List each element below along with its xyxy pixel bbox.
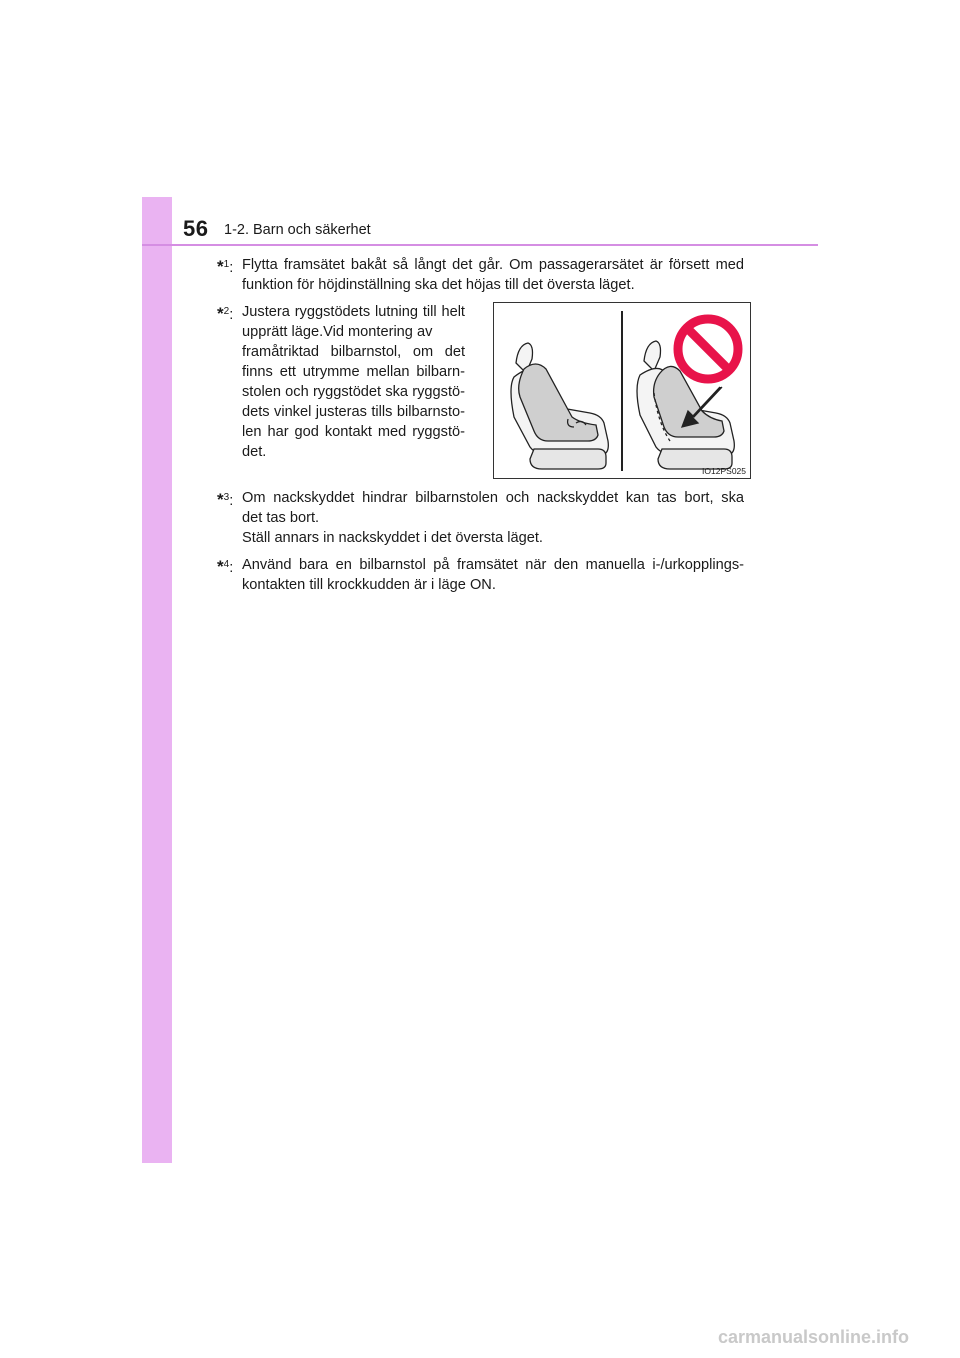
- footnote-1: [217, 255, 744, 295]
- footnote-line: det tas bort.: [242, 510, 320, 526]
- footnote-line: dets vinkel justeras tills bilbarnsto-: [242, 404, 465, 420]
- footnote-line: framåtriktad bilbarnstol, om det: [242, 344, 465, 360]
- footnote-line: Om nackskyddet hindrar bilbarnstolen och nackskyddet kan tas bort, ska: [242, 490, 744, 506]
- prohibition-icon: [678, 319, 738, 379]
- footnote-line: finns ett utrymme mellan bilbarn-: [242, 364, 465, 380]
- footnote-line: upprätt läge.Vid montering av: [242, 324, 433, 340]
- footnote-marker: *$^1$:: [217, 257, 234, 276]
- footnote-line: Flytta framsätet bakåt så långt det går. Om passagerarsätet är försett med: [242, 257, 744, 273]
- seat-drawing: [494, 303, 750, 478]
- child-seat-illustration: [493, 302, 751, 479]
- seat-correct: [511, 343, 608, 469]
- footnote-3: [217, 488, 744, 548]
- footnote-line: len har god kontakt med ryggstö-: [242, 424, 465, 440]
- footnote-line: kontakten till krockkudden är i läge ON.: [242, 577, 496, 593]
- footnote-2: [217, 302, 465, 462]
- footnote-marker: *$^2$:: [217, 304, 234, 323]
- page-number: 56: [183, 216, 209, 241]
- footnote-line: funktion för höjdinställning ska det höjas till det översta läget.: [242, 277, 635, 293]
- chapter-side-band: [142, 197, 172, 1163]
- footnote-4: [217, 555, 744, 595]
- section-title: 1-2. Barn och säkerhet: [224, 222, 371, 238]
- footnote-line: stolen och ryggstödet ska ryggstö-: [242, 384, 465, 400]
- footnote-marker: *$^3$:: [217, 490, 234, 509]
- footnote-line: Ställ annars in nackskyddet i det översta läget.: [242, 530, 543, 546]
- watermark: carmanualsonline.info: [718, 1327, 910, 1347]
- figure-code: IO12PS025: [702, 466, 746, 476]
- footnote-marker: *$^4$:: [217, 557, 234, 576]
- footnote-line: det.: [242, 444, 267, 460]
- footnote-line: Använd bara en bilbarnstol på framsätet när den manuella i-/urkopplings-: [242, 557, 744, 573]
- footnote-line: Justera ryggstödets lutning till helt: [242, 304, 465, 320]
- header-rule: [142, 244, 818, 246]
